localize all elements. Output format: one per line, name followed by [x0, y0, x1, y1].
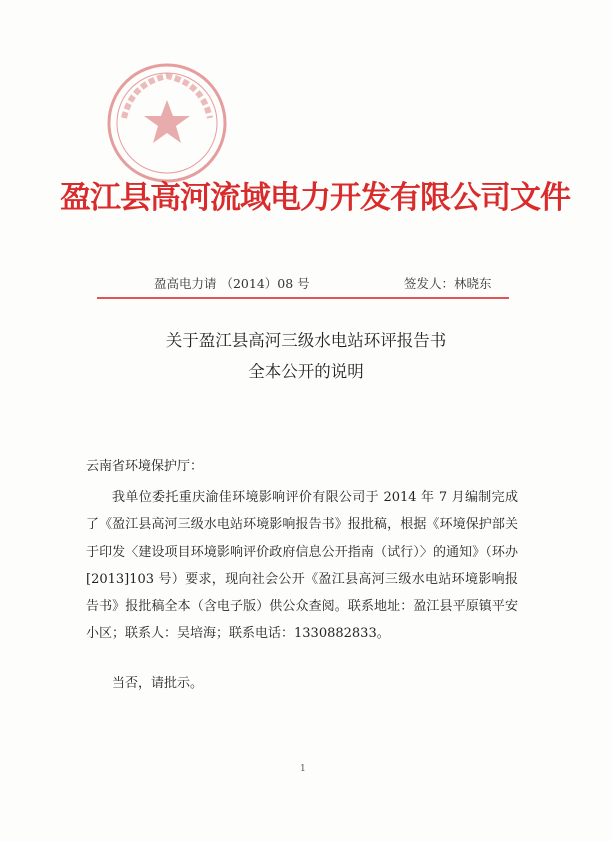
issuer-title: 盈江县高河流域电力开发有限公司文件	[60, 180, 570, 216]
page-number: 1	[300, 764, 306, 774]
salutation: 云南省环境保护厅：	[86, 459, 204, 474]
document-number: 盈高电力请 （2014）08 号	[154, 276, 310, 291]
document-title-line-1: 关于盈江县高河三级水电站环评报告书	[165, 331, 447, 350]
signer: 签发人：林晓东	[404, 276, 492, 291]
closing-line: 当否，请批示。	[112, 676, 204, 691]
red-divider	[97, 297, 509, 299]
body-paragraph: 我单位委托重庆渝佳环境影响评价有限公司于 2014 年 7 月编制完成了《盈江县高河三级水电站环境影响报告书》报批稿，根据《环境保护部关于印发〈建设项目环境影响评价政府信息公开指南（试行）〉的通知》（环办[2013]103 号）要求，现向社会公开《盈江县高河三级水电站环境影响报告书》报批稿全本（含电子版）供公众查阅。联系地址：盈江县平原镇平安小区；联系人：吴培海；联系电话：1330882833。	[86, 490, 518, 642]
document-title-line-2: 全本公开的说明	[248, 362, 364, 381]
company-seal-icon	[102, 58, 232, 188]
